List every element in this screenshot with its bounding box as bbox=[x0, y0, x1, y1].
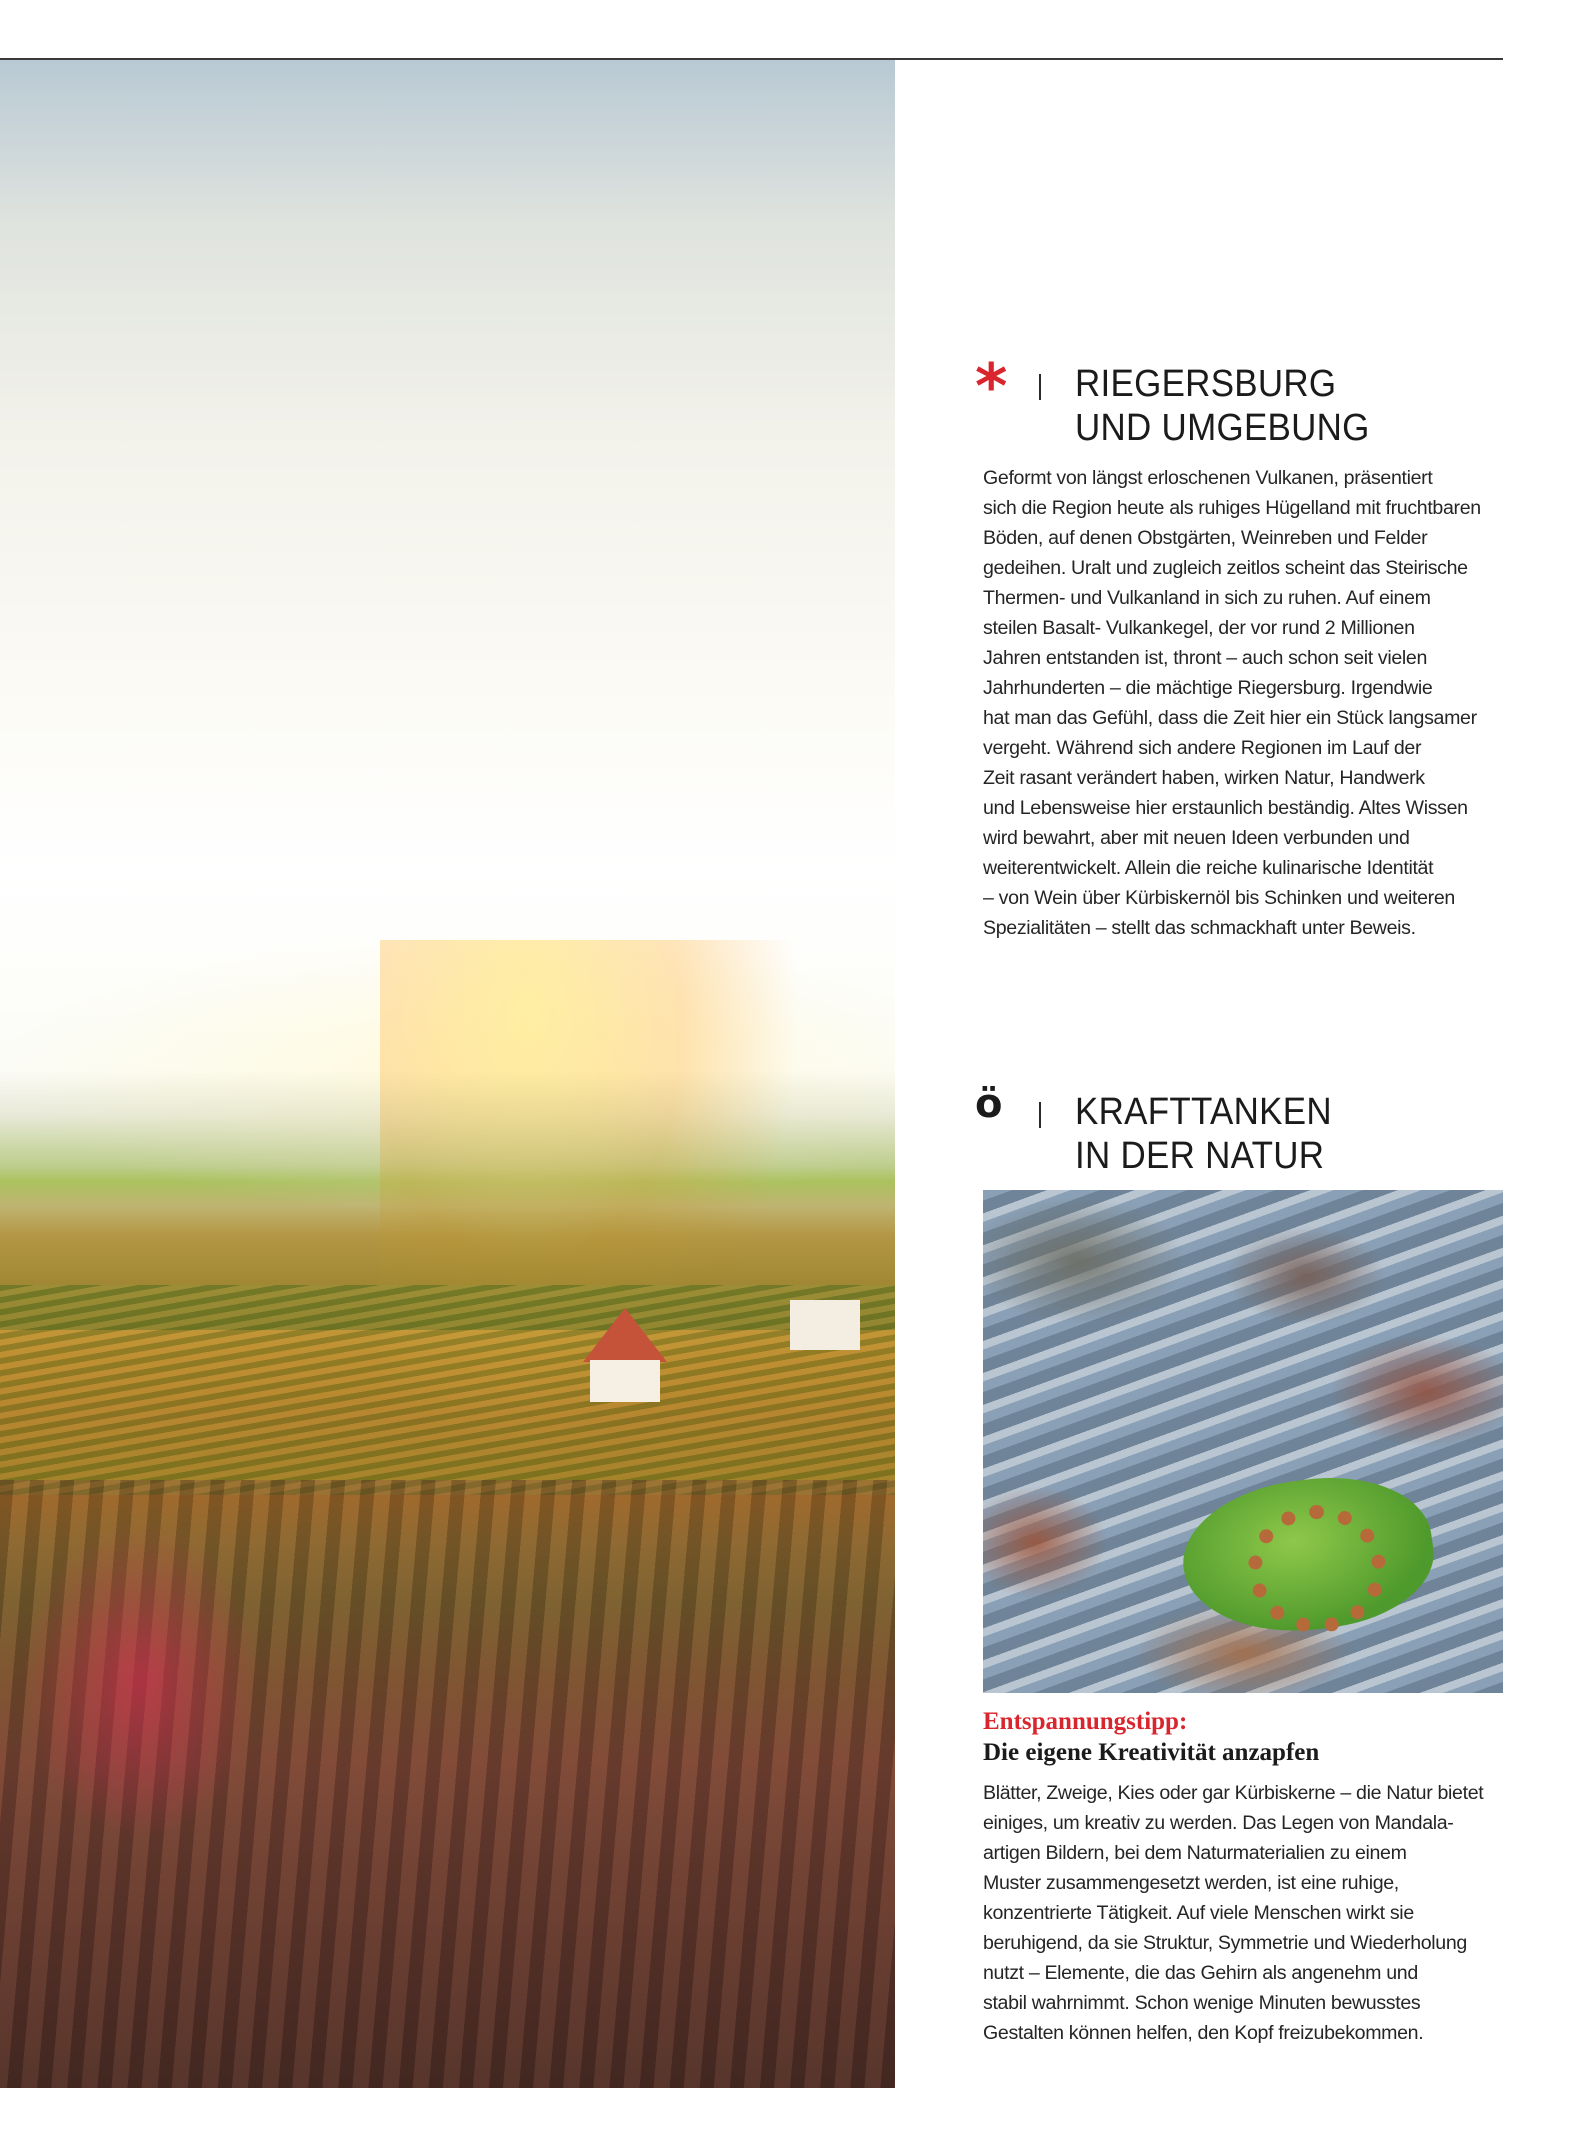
body-line: Jahren entstanden ist, thront – auch schon seit vielen bbox=[983, 647, 1428, 669]
body-line: Spezialitäten – stellt das schmackhaft unter Beweis. bbox=[983, 917, 1416, 939]
hero-photo-riegersburg-sunset bbox=[0, 60, 895, 2088]
section-title bbox=[1075, 1090, 1461, 1178]
body-line: konzentrierte Tätigkeit. Auf viele Menschen wirkt sie bbox=[983, 1902, 1414, 1924]
header-separator bbox=[1039, 1102, 1041, 1128]
body-line: wird bewahrt, aber mit neuen Ideen verbunden und bbox=[983, 827, 1410, 849]
body-line: Thermen- und Vulkanland in sich zu ruhen. Auf einem bbox=[983, 587, 1431, 609]
body-line: vergeht. Während sich andere Regionen im Lauf der bbox=[983, 737, 1422, 759]
body-line: und Lebensweise hier erstaunlich beständig. Altes Wissen bbox=[983, 797, 1468, 819]
section-title-line: KRAFTTANKEN bbox=[1075, 1091, 1332, 1133]
asterisk-icon: * bbox=[975, 350, 1008, 423]
body-line: Geformt von längst erloschenen Vulkanen, präsentiert bbox=[983, 467, 1433, 489]
body-line: – von Wein über Kürbiskernöl bis Schinken und weiteren bbox=[983, 887, 1455, 909]
body-line: Muster zusammengesetzt werden, ist eine ruhige, bbox=[983, 1872, 1399, 1894]
body-line: beruhigend, da sie Struktur, Symmetrie und Wiederholung bbox=[983, 1932, 1467, 1954]
body-line: Jahrhunderten – die mächtige Riegersburg. Irgendwie bbox=[983, 677, 1433, 699]
section-title-line: IN DER NATUR bbox=[1075, 1135, 1325, 1177]
section-title-line: UND UMGEBUNG bbox=[1075, 407, 1370, 449]
body-line: Gestalten können helfen, den Kopf freizubekommen. bbox=[983, 2022, 1424, 2044]
body-line: Blätter, Zweige, Kies oder gar Kürbiskerne – die Natur bietet bbox=[983, 1782, 1484, 1804]
section-title-line: RIEGERSBURG bbox=[1075, 363, 1337, 405]
lens-flare bbox=[20, 1520, 260, 1840]
o-umlaut-icon: ö bbox=[975, 1081, 1003, 1127]
section-riegersburg-body bbox=[983, 463, 1498, 943]
body-line: gedeihen. Uralt und zugleich zeitlos scheint das Steirische bbox=[983, 557, 1468, 579]
photo-mandala-on-leaf bbox=[983, 1190, 1503, 1693]
chapel-roof bbox=[583, 1308, 667, 1362]
body-line: steilen Basalt- Vulkankegel, der vor rund 2 Millionen bbox=[983, 617, 1415, 639]
header-separator bbox=[1039, 374, 1041, 400]
section-riegersburg-header bbox=[975, 350, 1495, 452]
body-line: Böden, auf denen Obstgärten, Weinreben und Felder bbox=[983, 527, 1428, 549]
tip-title: Die eigene Kreativität anzapfen bbox=[983, 1739, 1320, 1766]
chapel bbox=[590, 1360, 660, 1402]
white-house bbox=[790, 1300, 860, 1350]
stone-mandala bbox=[1248, 1505, 1386, 1633]
body-line: Zeit rasant verändert haben, wirken Natur, Handwerk bbox=[983, 767, 1425, 789]
tip-label: Entspannungstipp: bbox=[983, 1708, 1188, 1735]
section-krafttanken-body bbox=[983, 1778, 1498, 2048]
body-line: stabil wahrnimmt. Schon wenige Minuten bewusstes bbox=[983, 1992, 1421, 2014]
body-line: hat man das Gefühl, dass die Zeit hier ein Stück langsamer bbox=[983, 707, 1477, 729]
body-line: artigen Bildern, bei dem Naturmaterialien zu einem bbox=[983, 1842, 1407, 1864]
body-line: nutzt – Elemente, die das Gehirn als angenehm und bbox=[983, 1962, 1418, 1984]
body-line: sich die Region heute als ruhiges Hügelland mit fruchtbaren bbox=[983, 497, 1481, 519]
body-line: weiterentwickelt. Allein die reiche kulinarische Identität bbox=[983, 857, 1434, 879]
section-krafttanken-header bbox=[975, 1081, 1495, 1180]
vineyard bbox=[0, 1285, 895, 1495]
section-title bbox=[1075, 362, 1461, 450]
body-line: einiges, um kreativ zu werden. Das Legen von Mandala- bbox=[983, 1812, 1454, 1834]
